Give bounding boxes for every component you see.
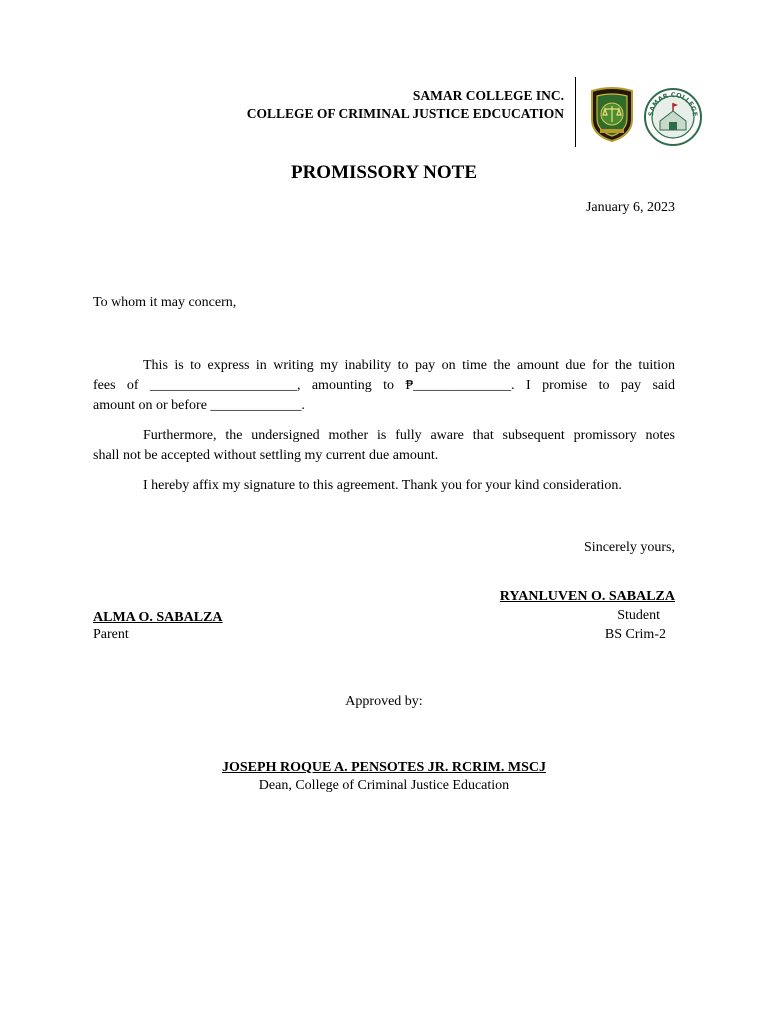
paragraph-2 [93,426,675,466]
approved-by-label: Approved by: [345,694,423,709]
student-course: BS Crim-2 [604,627,666,642]
header-divider [575,77,576,147]
approver-title: Dean, College of Criminal Justice Education [258,778,510,793]
document-title: PROMISSORY NOTE [290,162,477,183]
approver-name: JOSEPH ROQUE A. PENSOTES JR. RCRIM. MSCJ [222,760,546,775]
paragraph-1-line-2: fees of _____________________, amounting to ₱______________. I promise to pay said [93,378,675,393]
student-role: Student [617,608,660,623]
ccje-seal-logo [588,87,636,143]
paragraph-1 [93,356,675,416]
parent-name: ALMA O. SABALZA [93,610,223,625]
student-name: RYANLUVEN O. SABALZA [499,589,675,604]
paragraph-3-line-1: I hereby affix my signature to this agreement. Thank you for your kind consideration. [143,478,622,493]
paragraph-1-line-3: amount on or before _____________. [93,398,305,413]
document-date: January 6, 2023 [585,200,675,215]
samar-college-seal-logo [643,87,703,147]
paragraph-3 [93,476,675,496]
paragraph-2-line-1: Furthermore, the undersigned mother is fully aware that subsequent promissory notes [143,428,675,443]
paragraph-2-line-2: shall not be accepted without settling my current due amount. [93,448,439,463]
department-name: COLLEGE OF CRIMINAL JUSTICE EDCUCATION [246,106,564,121]
seal-arc-text: SAMAR COLLEGE [646,90,700,117]
closing: Sincerely yours, [584,540,675,555]
paragraph-1-line-1: This is to express in writing my inability to pay on time the amount due for the tuition [143,358,675,373]
parent-role: Parent [93,627,129,642]
institution-name: SAMAR COLLEGE INC. [412,88,564,103]
salutation: To whom it may concern, [93,295,237,310]
